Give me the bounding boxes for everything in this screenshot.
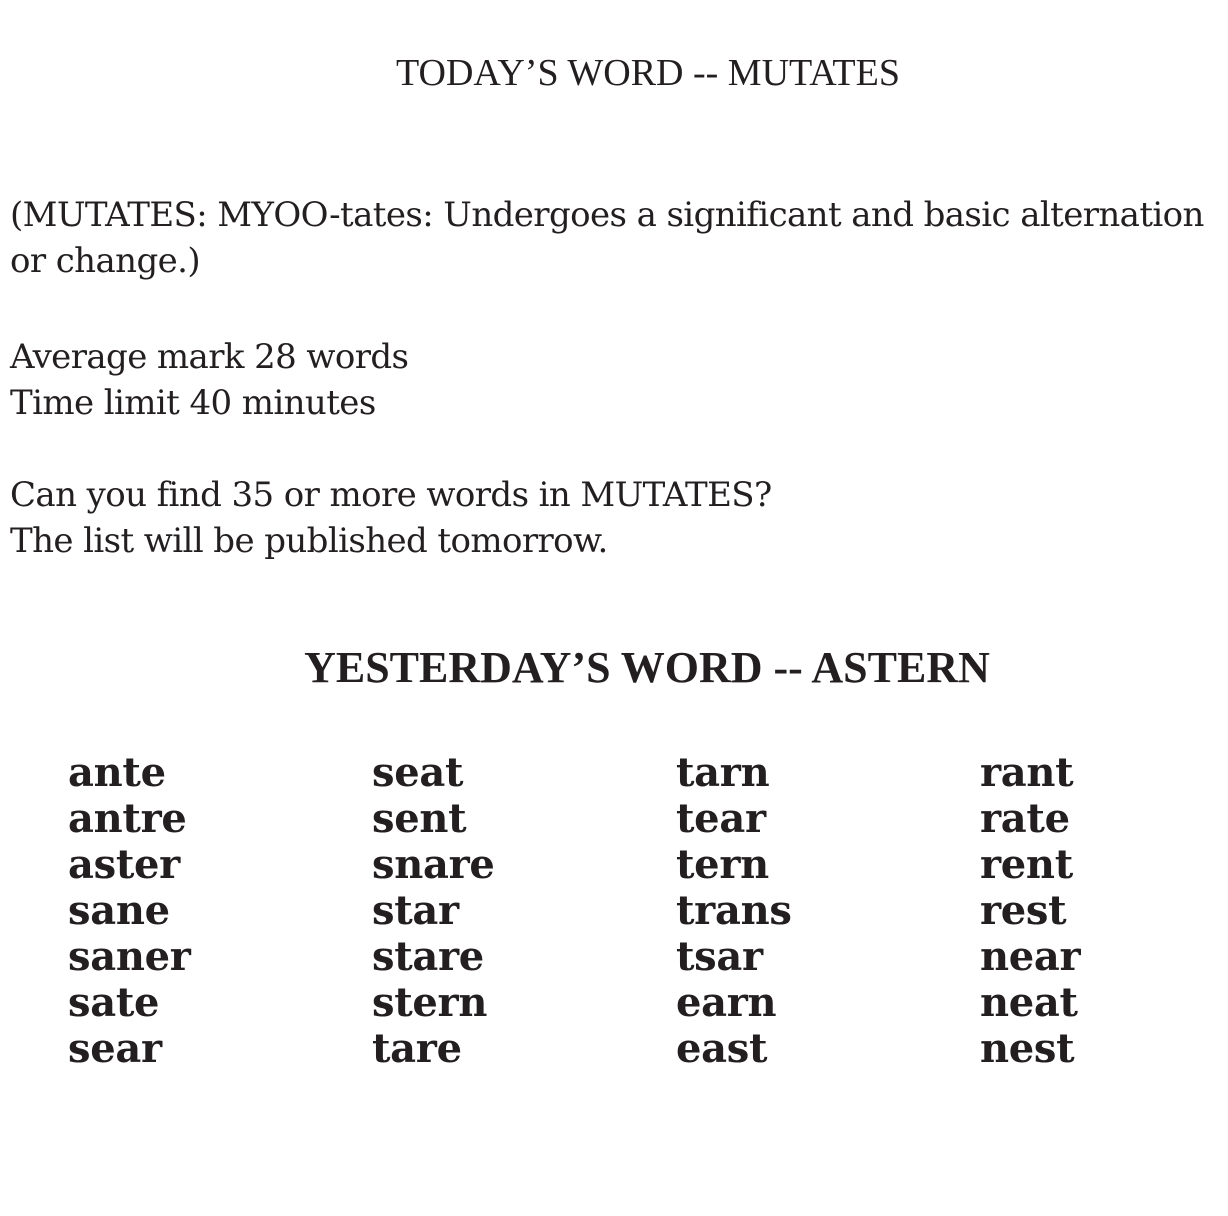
word-list-item: antre bbox=[68, 795, 187, 842]
average-mark: Average mark 28 words bbox=[10, 337, 409, 377]
word-list-item: rent bbox=[980, 841, 1073, 888]
word-list-item: trans bbox=[676, 887, 792, 934]
challenge-question: Can you find 35 or more words in MUTATES? bbox=[10, 475, 772, 515]
word-list-item: sent bbox=[372, 795, 467, 842]
word-list-item: earn bbox=[676, 979, 777, 1026]
challenge-text bbox=[10, 472, 772, 564]
yesterdays-word-title: YESTERDAY’S WORD -- ASTERN bbox=[304, 643, 990, 692]
word-list-item: tarn bbox=[676, 749, 770, 796]
word-list-item: sane bbox=[68, 887, 170, 934]
time-limit: Time limit 40 minutes bbox=[10, 383, 376, 423]
word-list-item: rant bbox=[980, 749, 1074, 796]
word-list-item: tern bbox=[676, 841, 769, 888]
definition-line-1: (MUTATES: MYOO-tates: Undergoes a significant and basic alternation bbox=[10, 195, 1204, 235]
word-list-item: neat bbox=[980, 979, 1078, 1026]
word-list-column-4 bbox=[980, 750, 1080, 1072]
word-definition bbox=[10, 192, 1204, 284]
word-list-item: nest bbox=[980, 1025, 1075, 1072]
word-list-item: aster bbox=[68, 841, 180, 888]
word-list-item: stern bbox=[372, 979, 488, 1026]
todays-word-title: TODAY’S WORD -- MUTATES bbox=[395, 52, 900, 94]
word-list-item: sear bbox=[68, 1025, 162, 1072]
challenge-note: The list will be published tomorrow. bbox=[10, 521, 608, 561]
word-list-item: ante bbox=[68, 749, 166, 796]
word-list-item: near bbox=[980, 933, 1081, 980]
word-list-item: rest bbox=[980, 887, 1067, 934]
word-list-item: east bbox=[676, 1025, 768, 1072]
word-list-item: rate bbox=[980, 795, 1070, 842]
word-list-item: stare bbox=[372, 933, 484, 980]
word-list-column-1 bbox=[68, 750, 191, 1072]
definition-line-2: or change.) bbox=[10, 241, 200, 281]
word-list-item: tear bbox=[676, 795, 766, 842]
puzzle-stats bbox=[10, 334, 408, 426]
word-list-column-2 bbox=[372, 750, 495, 1072]
word-list-item: seat bbox=[372, 749, 464, 796]
word-list-item: tsar bbox=[676, 933, 763, 980]
word-list-item: snare bbox=[372, 841, 495, 888]
word-list-item: saner bbox=[68, 933, 191, 980]
word-list-item: tare bbox=[372, 1025, 462, 1072]
word-list-item: sate bbox=[68, 979, 160, 1026]
word-list-column-3 bbox=[676, 750, 792, 1072]
word-list-item: star bbox=[372, 887, 459, 934]
